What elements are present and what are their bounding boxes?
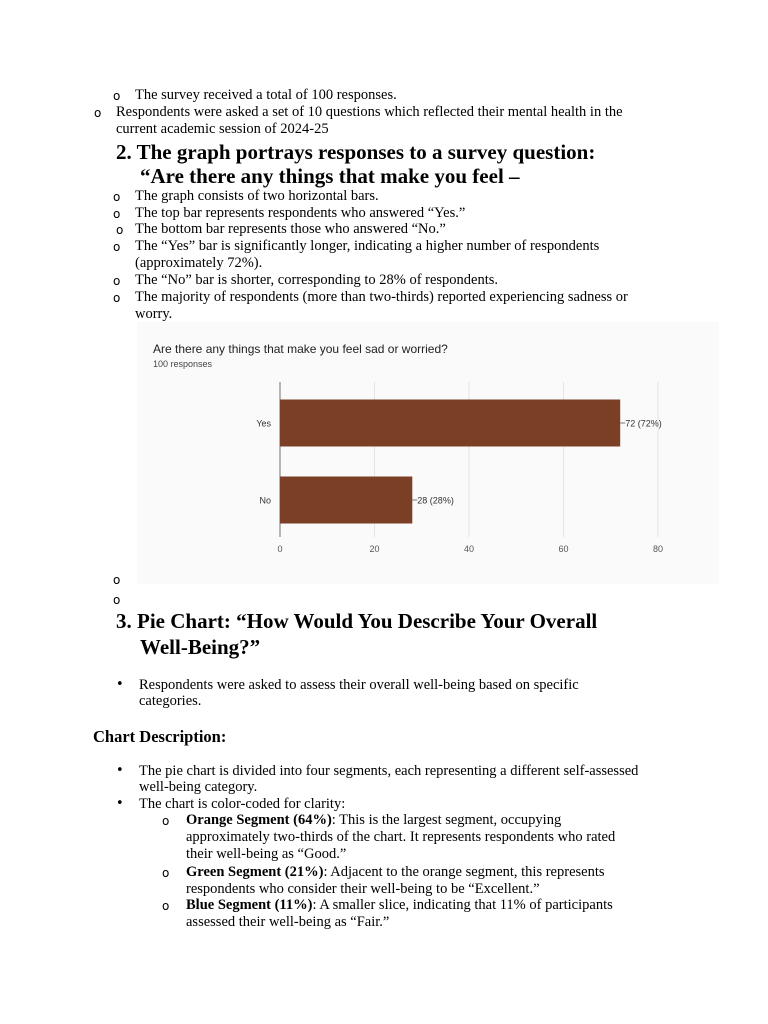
bullet-marker: o (162, 814, 170, 828)
chart-title: Are there any things that make you feel sad or worried? (153, 342, 448, 356)
green-segment-label: Green Segment (21%) (186, 864, 324, 880)
bullet-marker: o (116, 223, 124, 237)
chart-description-heading: Chart Description: (93, 727, 227, 746)
x-tick-label: 80 (652, 544, 664, 554)
total-responses-text: The survey received a total of 100 responses. (135, 87, 397, 103)
section2-bullet: The majority of respondents (more than two-thirds) reported experiencing sadness or (135, 289, 628, 305)
section2-bullet: The bottom bar represents those who answered “No.” (135, 221, 446, 237)
bullet-marker: o (113, 240, 121, 254)
section2-heading-line1: 2. The graph portrays responses to a survey question: (116, 140, 596, 164)
bullet-marker: o (162, 866, 170, 880)
bullet-marker: o (113, 89, 121, 103)
section2-bullet-continuation: worry. (135, 306, 173, 322)
bullet-marker: o (113, 274, 121, 288)
section2-bullet: The “No” bar is shorter, corresponding to 28% of respondents. (135, 272, 499, 288)
x-tick-label: 0 (277, 544, 283, 554)
green-segment-text: : Adjacent to the orange segment, this represents (323, 864, 605, 880)
bullet-marker: • (116, 796, 124, 811)
data-label: 72 (72%) (625, 418, 662, 429)
questions-text-line2: current academic session of 2024-25 (116, 121, 329, 137)
category-label: Yes (256, 418, 271, 429)
section3-heading-line1: 3. Pie Chart: “How Would You Describe Your Overall (116, 609, 598, 633)
bullet-marker: • (116, 763, 124, 778)
bullet-marker: o (94, 106, 102, 120)
section2-bullet: The top bar represents respondents who answered “Yes.” (135, 205, 466, 221)
orange-segment-text: : This is the largest segment, occupying (331, 812, 562, 828)
empty-bullet-marker: o (113, 573, 121, 587)
bar (280, 400, 620, 447)
data-label: 28 (28%) (417, 495, 454, 506)
blue-segment-line1 (186, 897, 613, 914)
bullet-marker: o (113, 291, 121, 305)
blue-segment-text: : A smaller slice, indicating that 11% of participants (312, 897, 613, 913)
orange-segment-line3: their well-being as “Good.” (186, 846, 347, 862)
orange-segment-label: Orange Segment (64%) (186, 812, 332, 828)
bullet-marker: o (162, 899, 170, 913)
x-tick-label: 20 (369, 544, 380, 554)
section2-bullet: The graph consists of two horizontal bars. (135, 188, 379, 204)
section2-bullet: The “Yes” bar is significantly longer, indicating a higher number of respondents (135, 238, 600, 254)
green-segment-line2: respondents who consider their well-being to be “Excellent.” (186, 881, 540, 897)
green-segment-line1 (186, 864, 605, 881)
blue-segment-label: Blue Segment (11%) (186, 897, 313, 913)
x-tick-label: 40 (463, 544, 475, 554)
orange-segment-line2: approximately two-thirds of the chart. It represents respondents who rated (186, 829, 616, 845)
section3-heading-line2: Well-Being?” (140, 635, 261, 659)
assess-text-line1: Respondents were asked to assess their overall well-being based on specific (139, 677, 579, 693)
blue-segment-line2: assessed their well-being as “Fair.” (186, 914, 390, 930)
assess-text-line2: categories. (139, 693, 202, 709)
empty-bullet-marker: o (113, 593, 121, 607)
section2-heading-line2: “Are there any things that make you feel – (140, 164, 520, 188)
orange-segment-line1 (186, 812, 561, 829)
chart-subtitle: 100 responses (153, 359, 213, 369)
questions-text-line1: Respondents were asked a set of 10 questions which reflected their mental health in the (116, 104, 623, 120)
bar-chart-panel (137, 322, 719, 584)
x-tick-label: 60 (558, 544, 569, 554)
category-label: No (259, 495, 271, 506)
bullet-marker: o (113, 207, 121, 221)
section2-bullet-continuation: (approximately 72%). (135, 255, 263, 271)
bullet-marker: o (113, 190, 121, 204)
bar-chart (137, 322, 719, 584)
desc-bullet1-line1: The pie chart is divided into four segments, each representing a different self-assessed (139, 763, 639, 779)
bar (280, 477, 412, 524)
bullet-marker: • (116, 677, 124, 692)
desc-bullet1-line2: well-being category. (139, 779, 258, 795)
desc-bullet2: The chart is color-coded for clarity: (139, 796, 346, 812)
